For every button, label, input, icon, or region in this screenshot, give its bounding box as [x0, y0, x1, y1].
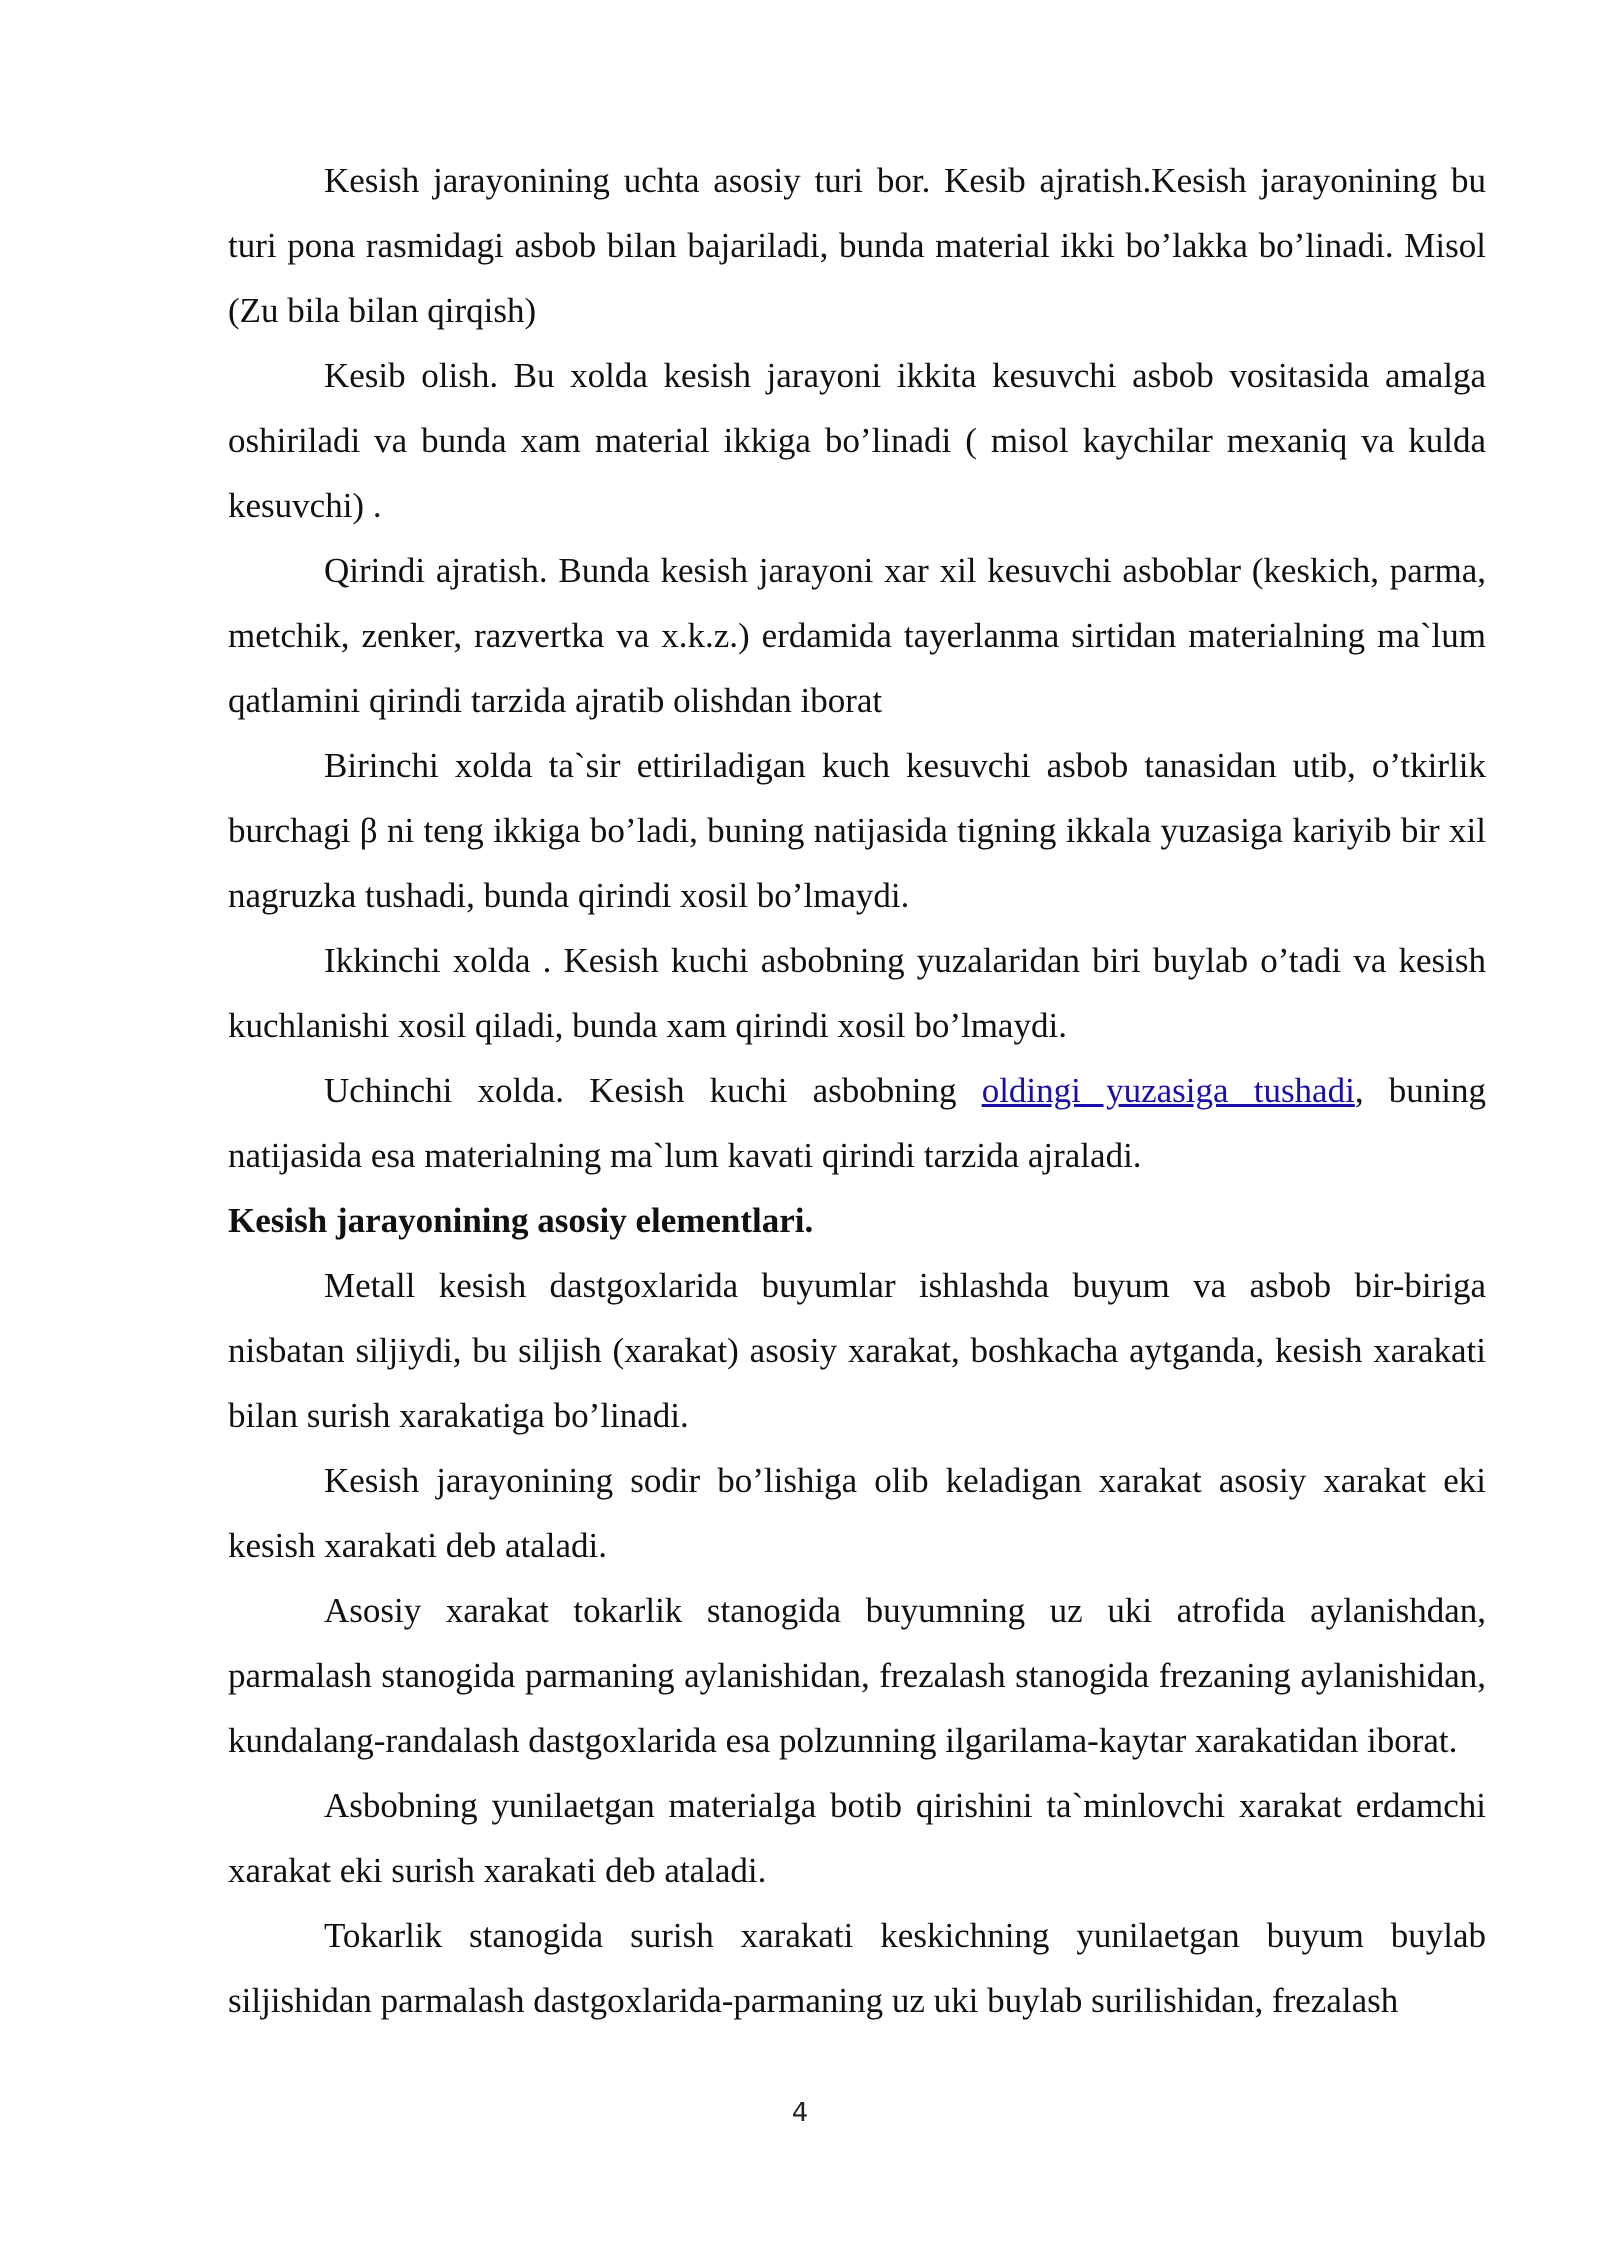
- section-heading: Kesish jarayonining asosiy elementlari.: [228, 1201, 814, 1240]
- paragraph-4: Birinchi xolda ta`sir ettiriladigan kuch kesuvchi asbob tanasidan utib, o’tkirlik burchagi β ni teng ikkiga bo’ladi, buning natijasida tigning ikkala yuzasiga kariyib bir xil nagruzka tushadi, bunda qirindi xosil bo’lmaydi.: [228, 746, 1486, 915]
- hyperlink[interactable]: oldingi yuzasiga tushadi: [981, 1071, 1355, 1110]
- paragraph-6-text-start: Uchinchi xolda. Kesish kuchi asbobning: [324, 1071, 982, 1110]
- paragraph-6-text-end: , buning natijasida esa materialning ma`lum kavati qirindi tarzida ajraladi.: [228, 1071, 1486, 1175]
- paragraph-2: Kesib olish. Bu xolda kesish jarayoni ikkita kesuvchi asbob vositasida amalga oshiriladi va bunda xam material ikkiga bo’linadi ( misol kaychilar mexaniq va kulda kesuvchi) .: [228, 356, 1486, 525]
- paragraph-3: Qirindi ajratish. Bunda kesish jarayoni xar xil kesuvchi asboblar (keskich, parma, metchik, zenker, razvertka va x.k.z.) erdamida tayerlanma sirtidan materialning ma`lum qatlamini qirindi tarzida ajratib olishdan iborat: [228, 551, 1486, 720]
- paragraph-7: Metall kesish dastgoxlarida buyumlar ishlashda buyum va asbob bir-biriga nisbatan siljiydi, bu siljish (xarakat) asosiy xarakat, boshkacha aytganda, kesish xarakati bilan surish xarakatiga bo’linadi.: [228, 1266, 1486, 1435]
- paragraph-8: Kesish jarayonining sodir bo’lishiga olib keladigan xarakat asosiy xarakat eki kesish xarakati deb ataladi.: [228, 1461, 1486, 1565]
- paragraph-6: [228, 1058, 1486, 1188]
- page-number: 4: [791, 2098, 809, 2128]
- paragraph-9: Asosiy xarakat tokarlik stanogida buyumning uz uki atrofida aylanishdan, parmalash stanogida parmaning aylanishidan, frezalash stanogida frezaning aylanishidan, kundalang-randalash dastgoxlarida esa polzunning ilgarilama-kaytar xarakatidan iborat.: [228, 1591, 1486, 1760]
- document-body: [228, 148, 1486, 2033]
- paragraph-1: Kesish jarayonining uchta asosiy turi bor. Kesib ajratish.Kesish jarayonining bu turi pona rasmidagi asbob bilan bajariladi, bunda material ikki bo’lakka bo’linadi. Misol (Zu bila bilan qirqish): [228, 161, 1486, 330]
- paragraph-11: Tokarlik stanogida surish xarakati keskichning yunilaetgan buyum buylab siljishidan parmalash dastgoxlarida-parmaning uz uki buylab surilishidan, frezalash: [228, 1916, 1486, 2020]
- paragraph-5: Ikkinchi xolda . Kesish kuchi asbobning yuzalaridan biri buylab o’tadi va kesish kuchlanishi xosil qiladi, bunda xam qirindi xosil bo’lmaydi.: [228, 941, 1486, 1045]
- paragraph-10: Asbobning yunilaetgan materialga botib qirishini ta`minlovchi xarakat erdamchi xarakat eki surish xarakati deb ataladi.: [228, 1786, 1486, 1890]
